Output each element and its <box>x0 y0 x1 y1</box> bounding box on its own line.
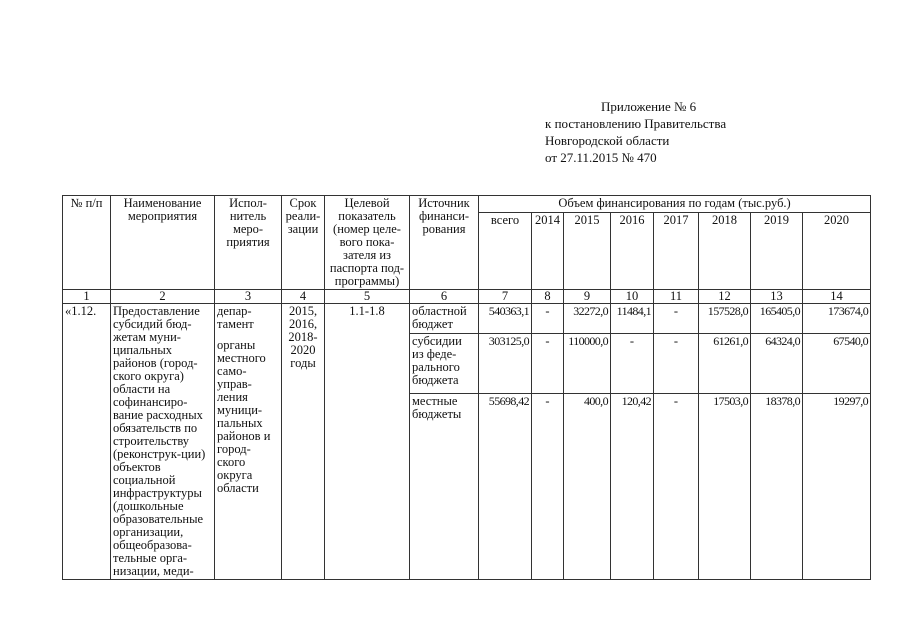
value-2018: 157528,0 <box>699 304 751 334</box>
header-year-2017: 2017 <box>654 213 699 290</box>
header-num: № п/п <box>63 196 111 290</box>
value-total: 540363,1 <box>479 304 532 334</box>
header-target: Целевой показатель (номер целе-вого пока-зателя из паспорта под-программы) <box>325 196 410 290</box>
row-name: Предоставление субсидий бюд-жетам муни-ципальных районов (город-ского округа) области на софинансиро-вание расходных обязательств по строительству (реконструк-ции) объектов социальной инфраструктуры (дошкольные образовательные организации, общеобразова-тельные орга-низации, меди- <box>111 304 215 580</box>
table-row <box>63 304 871 334</box>
row-number: «1.12. <box>63 304 111 580</box>
col-number: 5 <box>325 290 410 304</box>
value-2017: - <box>654 304 699 334</box>
row-executor-1: депар-тамент <box>217 304 254 331</box>
value-2015: 400,0 <box>564 394 611 580</box>
col-number: 6 <box>410 290 479 304</box>
header-source: Источник финанси-рования <box>410 196 479 290</box>
header-year-2020: 2020 <box>803 213 871 290</box>
value-2020: 173674,0 <box>803 304 871 334</box>
row-target: 1.1-1.8 <box>325 304 410 580</box>
source-name: субсидии из феде-рального бюджета <box>410 334 479 394</box>
appendix-line-3: от 27.11.2015 № 470 <box>545 150 657 165</box>
value-total: 303125,0 <box>479 334 532 394</box>
header-name: Наименование мероприятия <box>111 196 215 290</box>
value-2019: 64324,0 <box>751 334 803 394</box>
col-number: 3 <box>215 290 282 304</box>
source-name: областной бюджет <box>410 304 479 334</box>
appendix-title: Приложение № 6 <box>601 99 697 114</box>
source-name: местные бюджеты <box>410 394 479 580</box>
header-row-1 <box>63 196 871 213</box>
col-number: 13 <box>751 290 803 304</box>
col-number: 2 <box>111 290 215 304</box>
appendix-header <box>545 98 845 166</box>
header-executor: Испол-нитель меро-приятия <box>215 196 282 290</box>
col-number: 9 <box>564 290 611 304</box>
value-2019: 165405,0 <box>751 304 803 334</box>
col-number: 4 <box>282 290 325 304</box>
header-funding: Объем финансирования по годам (тыс.руб.) <box>479 196 871 213</box>
col-number: 14 <box>803 290 871 304</box>
value-2016: 11484,1 <box>611 304 654 334</box>
value-2019: 18378,0 <box>751 394 803 580</box>
header-year-2016: 2016 <box>611 213 654 290</box>
col-number: 12 <box>699 290 751 304</box>
header-term: Срок реали-зации <box>282 196 325 290</box>
appendix-line-1: к постановлению Правительства <box>545 116 727 131</box>
value-2014: - <box>532 304 564 334</box>
col-number: 11 <box>654 290 699 304</box>
value-2017: - <box>654 334 699 394</box>
funding-table <box>62 195 871 580</box>
value-2017: - <box>654 394 699 580</box>
row-executor-2: органы местного само-управ-ления муници-пальных районов и город-ского округа области <box>217 338 271 495</box>
value-2016: - <box>611 334 654 394</box>
value-2014: - <box>532 394 564 580</box>
col-number: 8 <box>532 290 564 304</box>
header-year-2015: 2015 <box>564 213 611 290</box>
row-executor <box>215 304 282 580</box>
col-number: 10 <box>611 290 654 304</box>
value-2020: 67540,0 <box>803 334 871 394</box>
header-year-2019: 2019 <box>751 213 803 290</box>
value-2014: - <box>532 334 564 394</box>
header-year-total: всего <box>479 213 532 290</box>
value-2015: 110000,0 <box>564 334 611 394</box>
value-2015: 32272,0 <box>564 304 611 334</box>
value-2020: 19297,0 <box>803 394 871 580</box>
value-2018: 61261,0 <box>699 334 751 394</box>
value-2016: 120,42 <box>611 394 654 580</box>
value-total: 55698,42 <box>479 394 532 580</box>
appendix-line-2: Новгородской области <box>545 133 670 148</box>
col-number: 7 <box>479 290 532 304</box>
header-year-2018: 2018 <box>699 213 751 290</box>
value-2018: 17503,0 <box>699 394 751 580</box>
header-year-2014: 2014 <box>532 213 564 290</box>
row-term: 2015, 2016, 2018-2020 годы <box>282 304 325 580</box>
col-number: 1 <box>63 290 111 304</box>
column-numbers-row <box>63 290 871 304</box>
